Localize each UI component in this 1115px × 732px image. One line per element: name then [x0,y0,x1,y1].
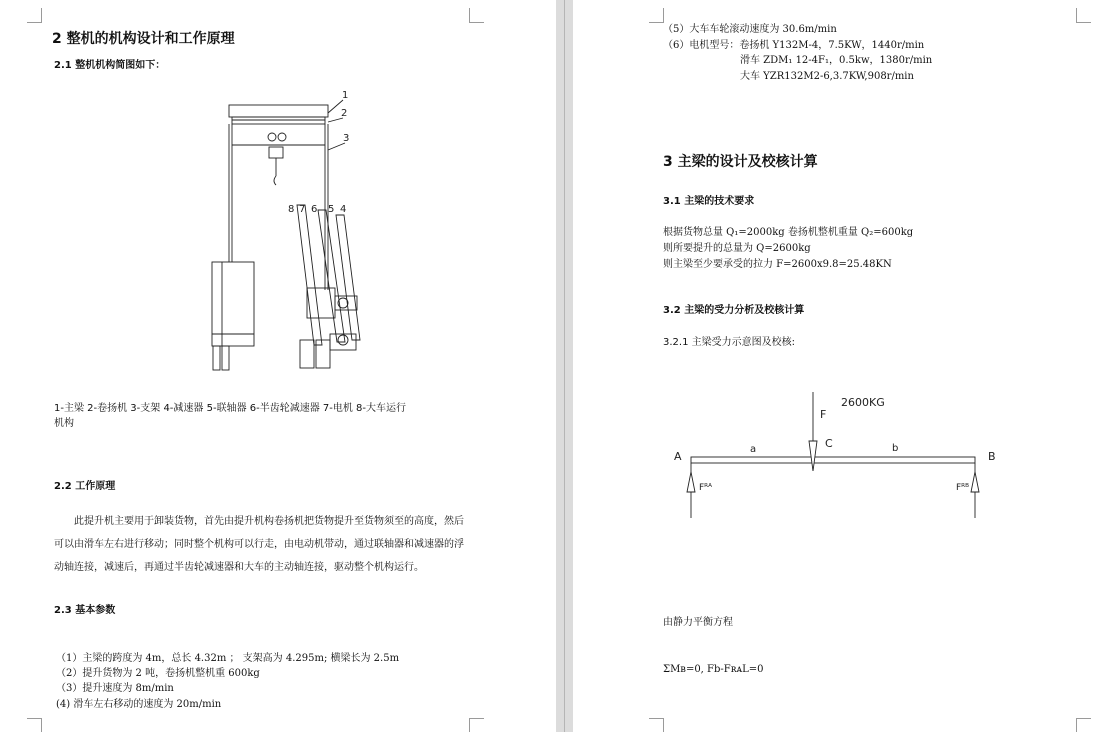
reaction-a-label: Fᴿᴬ [699,483,712,493]
load-label: 2600KG [841,396,885,409]
param-3: （3）提升速度为 8m/min [56,683,174,694]
crop-mark [469,8,484,23]
equilibrium-title: 由静力平衡方程 [663,617,733,628]
mechanism-sketch [200,84,380,384]
page-gutter [556,0,573,732]
section-2-2-heading: 2.2 工作原理 [54,481,116,492]
equilibrium-equation: ΣMʙ=0, Fb-FʀᴀL=0 [663,664,764,675]
beam-force-diagram [668,385,998,530]
force-arrowhead [809,441,817,471]
point-a-label: A [674,450,682,463]
crop-mark [27,8,42,23]
param-6: （6）电机型号：卷扬机 Y132M-4，7.5KW，1440r/min [663,40,925,51]
main-beam-lower [232,117,325,124]
beam [691,457,975,463]
chapter-heading: 2 整机的机构设计和工作原理 [52,31,235,47]
section-3-2-1-heading: 3.2.1 主梁受力示意图及校核: [663,337,795,348]
hook-block [269,147,283,158]
figure-caption: 1-主梁 2-卷扬机 3-支架 4-减速器 5-联轴器 6-半齿轮减速器 7-电机 8-大车运行 [54,403,407,414]
crop-mark [469,718,484,732]
left-page [0,0,556,732]
figure-label: 4 [340,204,347,215]
motor-cart: 大车 YZR132M2-6,3.7KW,908r/min [740,71,914,82]
crop-mark [1076,8,1091,23]
figure-label: 5 [328,204,335,215]
figure-label: 6 [311,204,318,215]
param-2: （2）提升货物为 2 吨，卷扬机整机重 600kg [56,668,260,679]
section-2-3-heading: 2.3 基本参数 [54,605,116,616]
figure-label: 1 [342,90,349,101]
right-page [573,0,1115,732]
crop-mark [1076,718,1091,732]
param-5: （5）大车车轮滚动速度为 30.6m/min [663,24,837,35]
figure-label: 8 [288,204,295,215]
main-beam [229,105,328,117]
reaction-b-label: Fᴿᴮ [956,483,970,493]
segment-b-label: b [892,443,899,454]
motor [307,288,335,318]
param-4: (4) 滑车左右移动的速度为 20m/min [56,699,222,710]
figure-label: 7 [299,204,306,215]
section-3-2-heading: 3.2 主梁的受力分析及校核计算 [663,305,805,316]
point-c-label: C [825,437,833,450]
motor-trolley: 滑车 ZDM₁ 12-4F₁，0.5kw，1380r/min [740,55,933,66]
section-2-1-heading: 2.1 整机机构简图如下： [54,60,166,71]
working-principle-paragraph: 此提升机主要用于卸装货物，首先由提升机构卷扬机把货物提升至货物须至的高度，然后可以由滑车左右进行移动；同时整个机构可以行走，由电动机带动，通过联轴器和减速器的浮动轴连接，减速后，再通过半齿轮减速器和大车的主动轴连接，驱动整个机构运行。 [54,516,464,573]
requirement-line: 则主梁至少要承受的拉力 F=2600x9.8=25.48KN [663,259,892,270]
left-foot [212,262,254,346]
figure-caption-cont: 机构 [54,418,74,429]
requirement-line: 则所要提升的总量为 Q=2600kg [663,243,811,254]
hook [274,176,276,185]
hoist-drum [268,133,276,141]
param-1: （1）主梁的跨度为 4m，总长 4.32m ； 支架高为 4.295m; 横梁长为 2.5m [56,653,400,664]
segment-a-label: a [750,444,757,455]
section-3-1-heading: 3.1 主梁的技术要求 [663,196,755,207]
chapter-3-heading: 3 主梁的设计及校核计算 [663,154,818,170]
figure-label: 3 [343,133,350,144]
point-b-label: B [988,450,996,463]
requirement-line: 根据货物总量 Q₁=2000kg 卷扬机整机重量 Q₂=600kg [663,227,914,238]
crop-mark [27,718,42,732]
crop-mark [649,8,664,23]
force-label: F [820,408,827,421]
crop-mark [649,718,664,732]
figure-label: 2 [341,108,348,119]
cart-drive-leg [297,205,322,345]
